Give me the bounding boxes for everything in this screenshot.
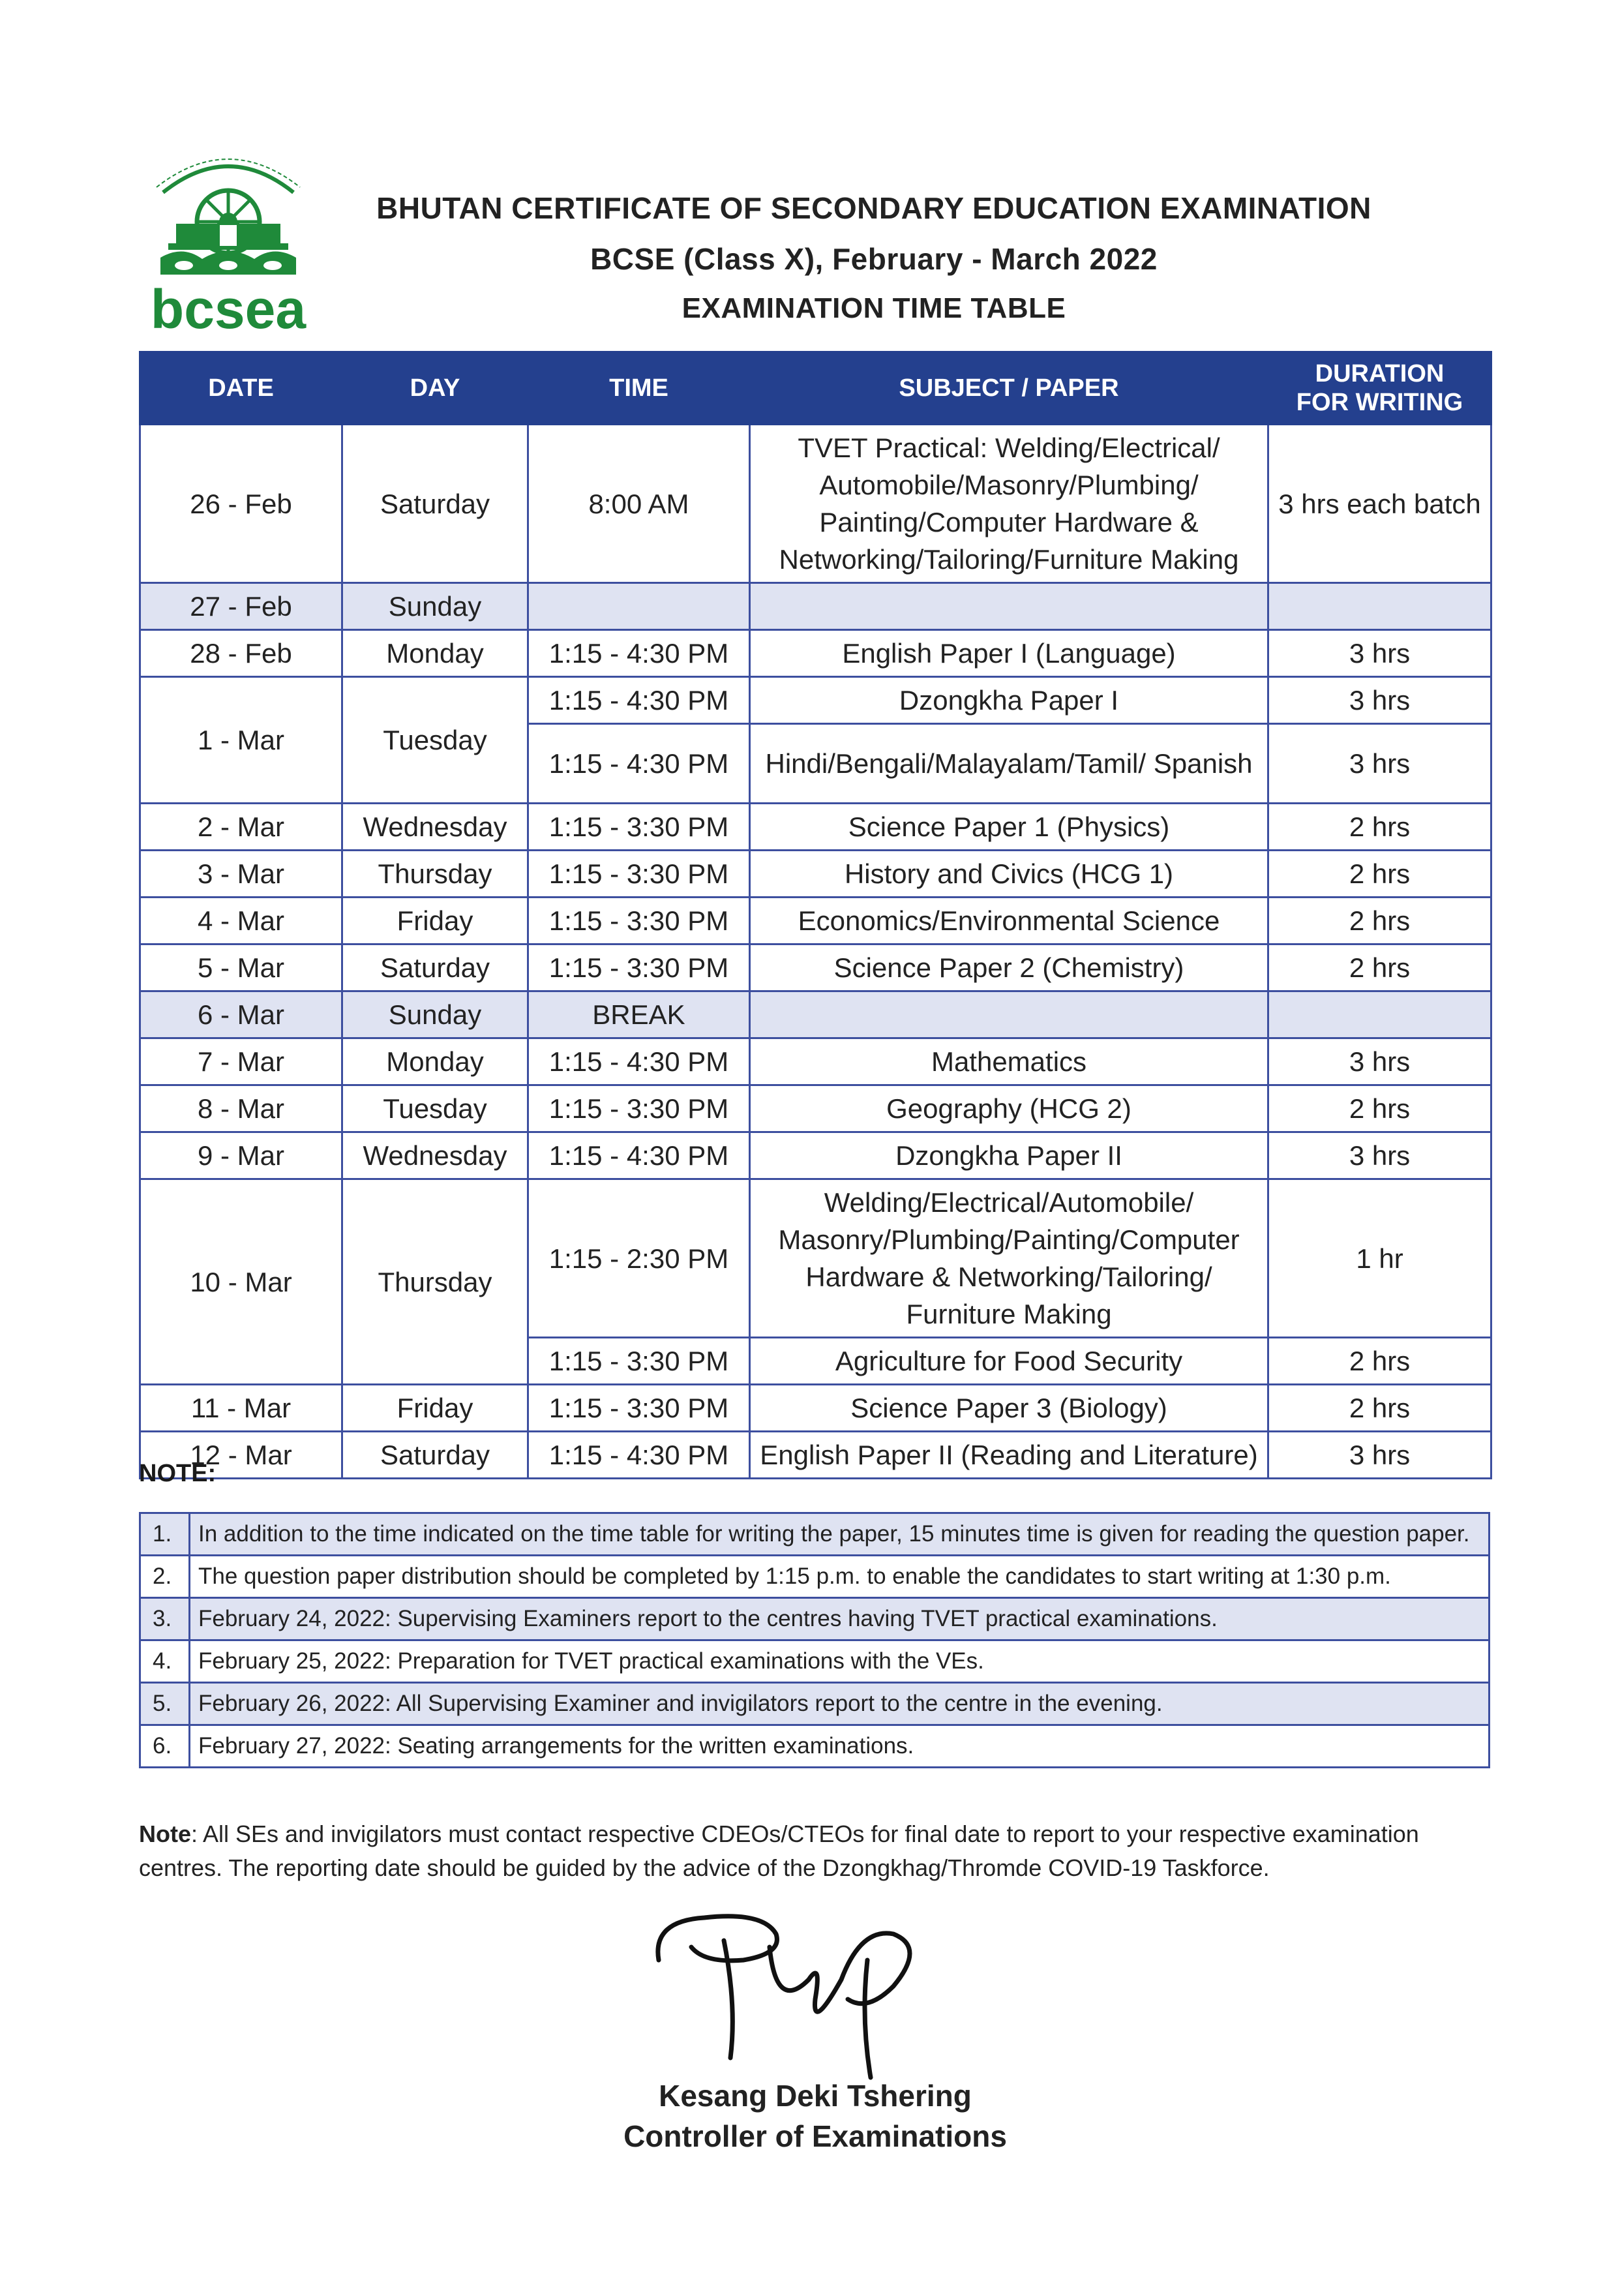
cell-date: 5 - Mar	[140, 944, 342, 991]
header-subject: SUBJECT / PAPER	[750, 352, 1268, 425]
list-item	[140, 1640, 1490, 1683]
cell-day: Wednesday	[342, 1132, 528, 1179]
note-number: 6.	[140, 1725, 190, 1768]
table-row	[140, 1132, 1491, 1179]
cell-duration: 2 hrs	[1268, 851, 1491, 898]
cell-time: 1:15 - 3:30 PM	[528, 898, 750, 944]
table-row	[140, 583, 1491, 630]
cell-subject: Dzongkha Paper II	[750, 1132, 1268, 1179]
table-row	[140, 804, 1491, 851]
bcsea-logo	[137, 147, 320, 336]
note-text: In addition to the time indicated on the time table for writing the paper, 15 minutes time is given for reading the question paper.	[190, 1513, 1490, 1556]
cell-date: 26 - Feb	[140, 425, 342, 583]
notes-label: NOTE:	[139, 1460, 217, 1487]
cell-day: Friday	[342, 1385, 528, 1432]
cell-date: 2 - Mar	[140, 804, 342, 851]
cell-date: 12 - Mar	[140, 1432, 342, 1479]
cell-duration: 2 hrs	[1268, 1338, 1491, 1385]
note-text: The question paper distribution should be completed by 1:15 p.m. to enable the candidates to start writing at 1:30 p.m.	[190, 1556, 1490, 1598]
cell-subject: Mathematics	[750, 1038, 1268, 1085]
cell-time: 1:15 - 4:30 PM	[528, 630, 750, 677]
cell-time: 1:15 - 3:30 PM	[528, 1338, 750, 1385]
cell-subject	[750, 991, 1268, 1038]
table-header-row	[140, 352, 1491, 425]
cell-duration: 3 hrs	[1268, 677, 1491, 724]
table-row	[140, 1385, 1491, 1432]
cell-duration: 3 hrs	[1268, 724, 1491, 804]
cell-duration: 2 hrs	[1268, 1085, 1491, 1132]
cell-time: 1:15 - 2:30 PM	[528, 1179, 750, 1338]
cell-time: 1:15 - 3:30 PM	[528, 944, 750, 991]
note-number: 4.	[140, 1640, 190, 1683]
table-row	[140, 1179, 1491, 1338]
cell-subject: Economics/Environmental Science	[750, 898, 1268, 944]
notes-list	[139, 1512, 1490, 1768]
cell-duration: 2 hrs	[1268, 1385, 1491, 1432]
note-text: February 24, 2022: Supervising Examiners report to the centres having TVET practical examinations.	[190, 1598, 1490, 1640]
cell-day: Sunday	[342, 991, 528, 1038]
note-number: 2.	[140, 1556, 190, 1598]
cell-subject: Science Paper 2 (Chemistry)	[750, 944, 1268, 991]
cell-subject: Geography (HCG 2)	[750, 1085, 1268, 1132]
note-number: 5.	[140, 1683, 190, 1725]
cell-time: 1:15 - 4:30 PM	[528, 1132, 750, 1179]
cell-date: 9 - Mar	[140, 1132, 342, 1179]
cell-day: Wednesday	[342, 804, 528, 851]
cell-day: Friday	[342, 898, 528, 944]
cell-time: BREAK	[528, 991, 750, 1038]
cell-duration: 1 hr	[1268, 1179, 1491, 1338]
footnote-text: : All SEs and invigilators must contact respective CDEOs/CTEOs for final date to report to your respective examination centres. The reporting date should be guided by the advice of the Dzongkhag/Thromde COVID-19 Taskforce.	[139, 1820, 1419, 1881]
footnote-label: Note	[139, 1820, 191, 1847]
list-item	[140, 1598, 1490, 1640]
cell-time: 1:15 - 3:30 PM	[528, 1385, 750, 1432]
cell-day: Thursday	[342, 851, 528, 898]
cell-subject: Science Paper 3 (Biology)	[750, 1385, 1268, 1432]
cell-date: 6 - Mar	[140, 991, 342, 1038]
cell-subject: History and Civics (HCG 1)	[750, 851, 1268, 898]
table-row	[140, 944, 1491, 991]
cell-date: 1 - Mar	[140, 677, 342, 804]
header-date: DATE	[140, 352, 342, 425]
cell-duration: 3 hrs	[1268, 1132, 1491, 1179]
cell-duration: 3 hrs	[1268, 630, 1491, 677]
list-item	[140, 1725, 1490, 1768]
cell-date: 10 - Mar	[140, 1179, 342, 1385]
cell-duration: 3 hrs	[1268, 1432, 1491, 1479]
table-row	[140, 1085, 1491, 1132]
cell-duration: 2 hrs	[1268, 898, 1491, 944]
cell-day: Saturday	[342, 1432, 528, 1479]
note-text: February 25, 2022: Preparation for TVET practical examinations with the VEs.	[190, 1640, 1490, 1683]
note-number: 3.	[140, 1598, 190, 1640]
cell-date: 7 - Mar	[140, 1038, 342, 1085]
signatory-name: Kesang Deki Tshering	[659, 2079, 972, 2113]
cell-time: 1:15 - 3:30 PM	[528, 1085, 750, 1132]
cell-day: Monday	[342, 630, 528, 677]
cell-duration: 2 hrs	[1268, 804, 1491, 851]
table-row	[140, 677, 1491, 724]
list-item	[140, 1513, 1490, 1556]
cell-time	[528, 583, 750, 630]
list-item	[140, 1683, 1490, 1725]
cell-date: 4 - Mar	[140, 898, 342, 944]
header-time: TIME	[528, 352, 750, 425]
table-row	[140, 1432, 1491, 1479]
table-row	[140, 851, 1491, 898]
note-text: February 27, 2022: Seating arrangements for the written examinations.	[190, 1725, 1490, 1768]
cell-date: 8 - Mar	[140, 1085, 342, 1132]
list-item	[140, 1556, 1490, 1598]
cell-subject: Dzongkha Paper I	[750, 677, 1268, 724]
cell-date: 3 - Mar	[140, 851, 342, 898]
header-day: DAY	[342, 352, 528, 425]
cell-subject: English Paper I (Language)	[750, 630, 1268, 677]
cell-day: Monday	[342, 1038, 528, 1085]
cell-day: Saturday	[342, 944, 528, 991]
table-row	[140, 898, 1491, 944]
cell-date: 11 - Mar	[140, 1385, 342, 1432]
cell-time: 1:15 - 4:30 PM	[528, 1432, 750, 1479]
table-row	[140, 1038, 1491, 1085]
cell-time: 1:15 - 4:30 PM	[528, 677, 750, 724]
cell-time: 1:15 - 3:30 PM	[528, 804, 750, 851]
signatory-title: Controller of Examinations	[623, 2119, 1007, 2153]
cell-subject: Agriculture for Food Security	[750, 1338, 1268, 1385]
cell-time: 1:15 - 3:30 PM	[528, 851, 750, 898]
cell-subject: Hindi/Bengali/Malayalam/Tamil/ Spanish	[750, 724, 1268, 804]
cell-day: Thursday	[342, 1179, 528, 1385]
cell-date: 28 - Feb	[140, 630, 342, 677]
cell-subject: English Paper II (Reading and Literature)	[750, 1432, 1268, 1479]
cell-duration	[1268, 583, 1491, 630]
cell-duration: 2 hrs	[1268, 944, 1491, 991]
cell-day: Tuesday	[342, 677, 528, 804]
cell-subject: TVET Practical: Welding/Electrical/ Automobile/Masonry/Plumbing/ Painting/Computer Hardware & Networking/Tailoring/Furniture Making	[750, 425, 1268, 583]
cell-time: 1:15 - 4:30 PM	[528, 1038, 750, 1085]
cell-day: Saturday	[342, 425, 528, 583]
note-number: 1.	[140, 1513, 190, 1556]
timetable-title: EXAMINATION TIME TABLE	[682, 292, 1066, 324]
cell-time: 1:15 - 4:30 PM	[528, 724, 750, 804]
signature	[646, 1901, 946, 2091]
note-text: February 26, 2022: All Supervising Examiner and invigilators report to the centre in the evening.	[190, 1683, 1490, 1725]
table-row	[140, 630, 1491, 677]
cell-date: 27 - Feb	[140, 583, 342, 630]
footnote	[139, 1817, 1490, 1885]
cell-duration: 3 hrs	[1268, 1038, 1491, 1085]
header-duration: DURATION FOR WRITING	[1268, 352, 1491, 425]
logo-wordmark: bcsea	[150, 279, 307, 336]
table-row	[140, 425, 1491, 583]
cell-duration: 3 hrs each batch	[1268, 425, 1491, 583]
exam-subtitle: BCSE (Class X), February - March 2022	[590, 242, 1158, 276]
cell-time: 8:00 AM	[528, 425, 750, 583]
cell-day: Tuesday	[342, 1085, 528, 1132]
cell-subject	[750, 583, 1268, 630]
cell-subject: Science Paper 1 (Physics)	[750, 804, 1268, 851]
table-row	[140, 991, 1491, 1038]
cell-subject: Welding/Electrical/Automobile/ Masonry/Plumbing/Painting/Computer Hardware & Networking/Tailoring/ Furniture Making	[750, 1179, 1268, 1338]
page-title: BHUTAN CERTIFICATE OF SECONDARY EDUCATION EXAMINATION	[376, 191, 1371, 225]
cell-day: Sunday	[342, 583, 528, 630]
exam-timetable	[139, 351, 1492, 1479]
cell-duration	[1268, 991, 1491, 1038]
